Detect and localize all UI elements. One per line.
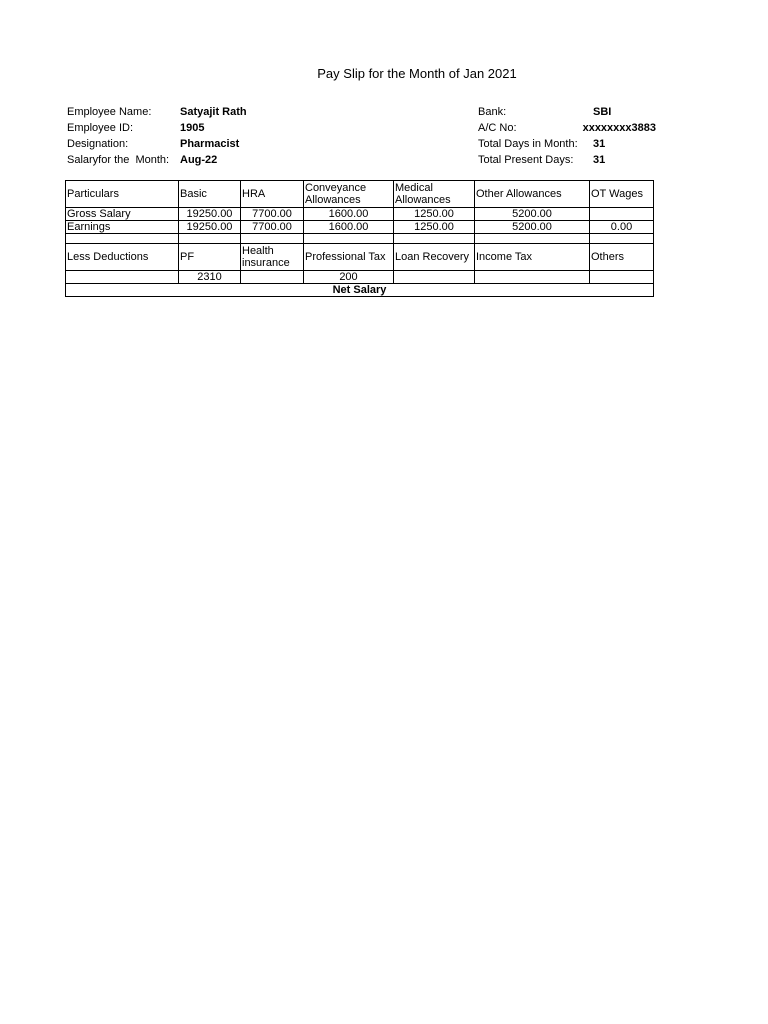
- table-cell: [179, 234, 241, 244]
- designation-label: Designation:: [67, 138, 129, 150]
- table-cell: 2310: [179, 271, 241, 284]
- table-header-cell: Professional Tax: [304, 244, 394, 271]
- table-cell: 7700.00: [241, 208, 304, 221]
- employee-name-label: Employee Name:: [67, 106, 152, 118]
- account-value: xxxxxxxx3883: [582, 122, 656, 134]
- table-cell: [394, 234, 475, 244]
- gross-salary-row: [66, 208, 654, 221]
- earnings-header-row: [66, 181, 654, 208]
- net-salary-label: Net Salary: [66, 284, 654, 297]
- table-header-cell: Conveyance Allowances: [304, 181, 394, 208]
- table-cell: Gross Salary: [66, 208, 179, 221]
- table-header-cell: PF: [179, 244, 241, 271]
- bank-info: [478, 104, 656, 168]
- deductions-row: [66, 271, 654, 284]
- account-row: [478, 120, 656, 136]
- table-cell: [394, 271, 475, 284]
- table-header-cell: Health insurance: [241, 244, 304, 271]
- table-cell: [304, 234, 394, 244]
- table-cell: 7700.00: [241, 221, 304, 234]
- table-header-cell: Income Tax: [475, 244, 590, 271]
- table-cell: [66, 234, 179, 244]
- employee-id-value: 1905: [180, 122, 205, 134]
- bank-label: Bank:: [478, 106, 507, 118]
- total-days-row: [478, 136, 656, 152]
- table-cell: [475, 234, 590, 244]
- table-header-cell: Medical Allowances: [394, 181, 475, 208]
- deductions-header-row: [66, 244, 654, 271]
- table-cell: 19250.00: [179, 208, 241, 221]
- table-header-cell: OT Wages: [590, 181, 654, 208]
- total-days-label: Total Days in Month:: [478, 138, 578, 150]
- present-days-row: [478, 152, 656, 168]
- employee-id-row: [67, 120, 247, 136]
- employee-name-row: [67, 104, 247, 120]
- account-label: A/C No:: [478, 122, 517, 134]
- table-header-cell: Less Deductions: [66, 244, 179, 271]
- page-title: Pay Slip for the Month of Jan 2021: [317, 66, 517, 81]
- present-days-value: 31: [593, 154, 606, 166]
- net-salary-row: [66, 284, 654, 297]
- bank-row: [478, 104, 656, 120]
- earnings-row: [66, 221, 654, 234]
- table-cell: [475, 271, 590, 284]
- salary-month-value: Aug-22: [180, 154, 218, 166]
- spacer-row: [66, 234, 654, 244]
- salary-table: [65, 180, 654, 297]
- table-cell: 5200.00: [475, 221, 590, 234]
- table-cell: [241, 271, 304, 284]
- table-cell: [590, 208, 654, 221]
- designation-value: Pharmacist: [180, 138, 240, 150]
- table-cell: 1250.00: [394, 221, 475, 234]
- table-cell: [241, 234, 304, 244]
- table-header-cell: Other Allowances: [475, 181, 590, 208]
- employee-name-value: Satyajit Rath: [180, 106, 247, 118]
- table-cell: 0.00: [590, 221, 654, 234]
- employee-id-label: Employee ID:: [67, 122, 134, 134]
- table-cell: [66, 271, 179, 284]
- employee-info: [67, 104, 247, 168]
- table-cell: 19250.00: [179, 221, 241, 234]
- salary-month-row: [67, 152, 247, 168]
- salary-month-label: Salaryfor the Month:: [67, 154, 170, 166]
- table-cell: Earnings: [66, 221, 179, 234]
- table-cell: 5200.00: [475, 208, 590, 221]
- present-days-label: Total Present Days:: [478, 154, 574, 166]
- table-cell: 200: [304, 271, 394, 284]
- table-header-cell: Loan Recovery: [394, 244, 475, 271]
- designation-row: [67, 136, 247, 152]
- table-cell: 1600.00: [304, 208, 394, 221]
- bank-value: SBI: [593, 106, 612, 118]
- table-cell: 1250.00: [394, 208, 475, 221]
- table-header-cell: Particulars: [66, 181, 179, 208]
- table-header-cell: Others: [590, 244, 654, 271]
- table-header-cell: Basic: [179, 181, 241, 208]
- table-header-cell: HRA: [241, 181, 304, 208]
- total-days-value: 31: [593, 138, 606, 150]
- table-cell: 1600.00: [304, 221, 394, 234]
- table-cell: [590, 271, 654, 284]
- table-cell: [590, 234, 654, 244]
